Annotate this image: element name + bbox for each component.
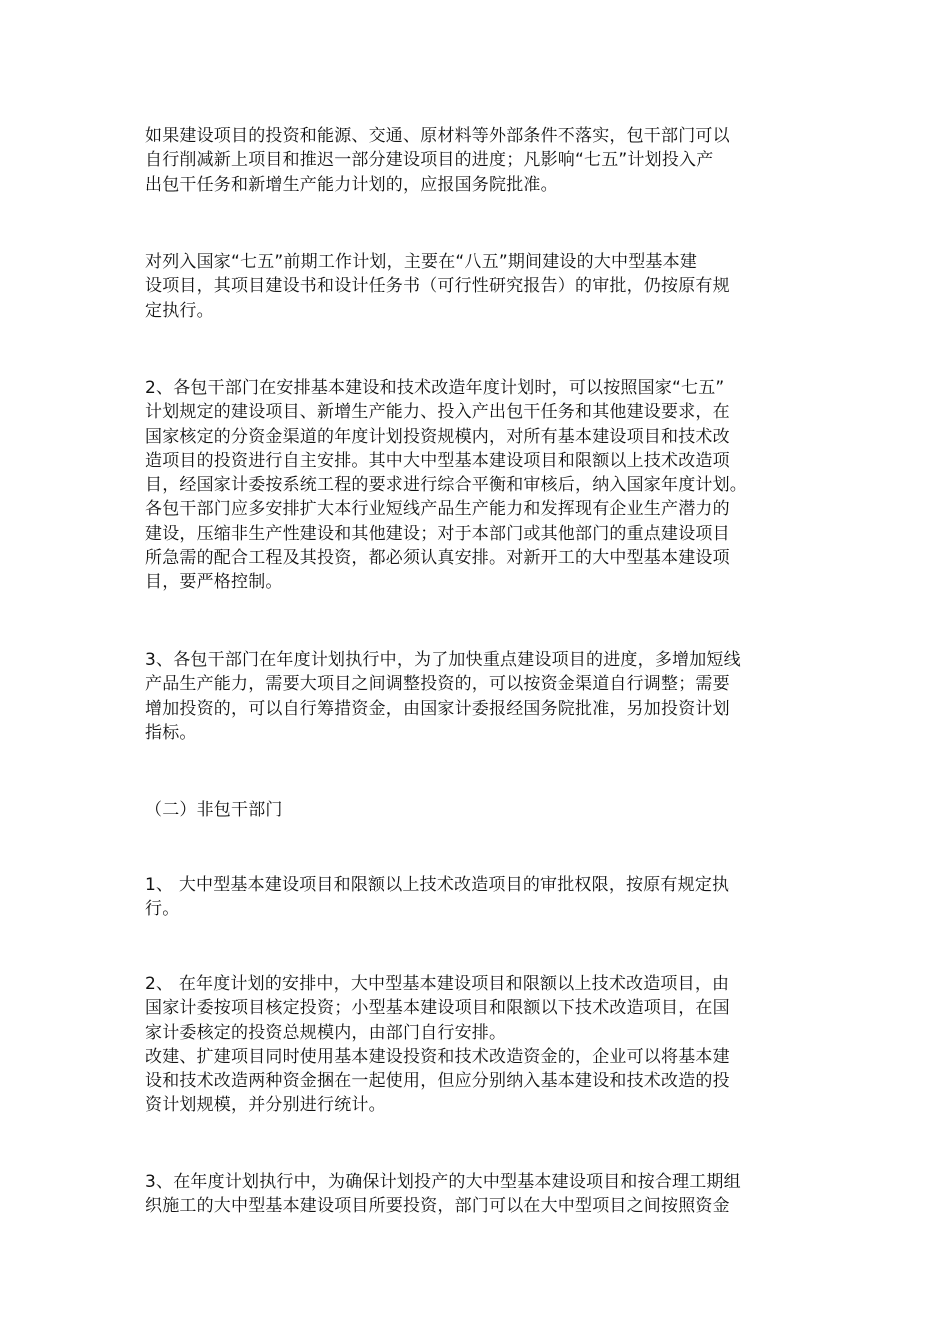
paragraph-contract-conditions: 如果建设项目的投资和能源、交通、原材料等外部条件不落实，包干部门可以 自行削减新上项目和推迟一部分建设项目的进度；凡影响“七五”计划投入产 出包干任务和新增生产能力计划的，应报国务院批准。 xyxy=(145,126,730,195)
paragraph-item-3-plan-execution: 3、各包干部门在年度计划执行中，为了加快重点建设项目的进度，多增加短线 产品生产能力，需要大项目之间调整投资的，可以按资金渠道自行调整；需要 增加投资的，可以自行筹措资金，由国家计委报经国务院批准，另加投资计划 指标。 xyxy=(145,650,741,743)
paragraph-item-2-annual-plan: 2、各包干部门在安排基本建设和技术改造年度计划时，可以按照国家“七五” 计划规定的建设项目、新增生产能力、投入产出包干任务和其他建设要求，在 国家核定的分资金渠道的年度计划投资规模内，对所有基本建设项目和技术改 造项目的投资进行自主安排。其中大中型基本建设项目和限额以上技术改造项 目，经国家计委按系统工程的要求进行综合平衡和审核后，纳入国家年度计划。 各包干部门应多安排扩大本行业短线产品生产能力和发挥现有企业生产潜力的 建设，压缩非生产性建设和其他建设；对于本部门或其他部门的重点建设项目 所急需的配合工程及其投资，都必须认真安排。对新开工的大中型基本建设项 目，要严格控制。 xyxy=(145,378,747,593)
paragraph-non-contract-item-1: 1、 大中型基本建设项目和限额以上技术改造项目的审批权限，按原有规定执 行。 xyxy=(145,875,730,920)
paragraph-preliminary-work: 对列入国家“七五”前期工作计划，主要在“八五”期间建设的大中型基本建 设项目，其项目建设书和设计任务书（可行性研究报告）的审批，仍按原有规 定执行。 xyxy=(145,252,730,321)
section-heading-non-contract-departments: （二）非包干部门 xyxy=(145,800,283,820)
paragraph-non-contract-item-3: 3、在年度计划执行中，为确保计划投产的大中型基本建设项目和按合理工期组 织施工的大中型基本建设项目所要投资，部门可以在大中型项目之间按照资金 xyxy=(145,1172,741,1217)
paragraph-non-contract-item-2: 2、 在年度计划的安排中，大中型基本建设项目和限额以上技术改造项目，由 国家计委按项目核定投资；小型基本建设项目和限额以下技术改造项目，在国 家计委核定的投资总规模内，由部门自行安排。 改建、扩建项目同时使用基本建设投资和技术改造资金的，企业可以将基本建 设和技术改造两种资金捆在一起使用，但应分别纳入基本建设和技术改造的投 资计划规模，并分别进行统计。 xyxy=(145,974,730,1116)
